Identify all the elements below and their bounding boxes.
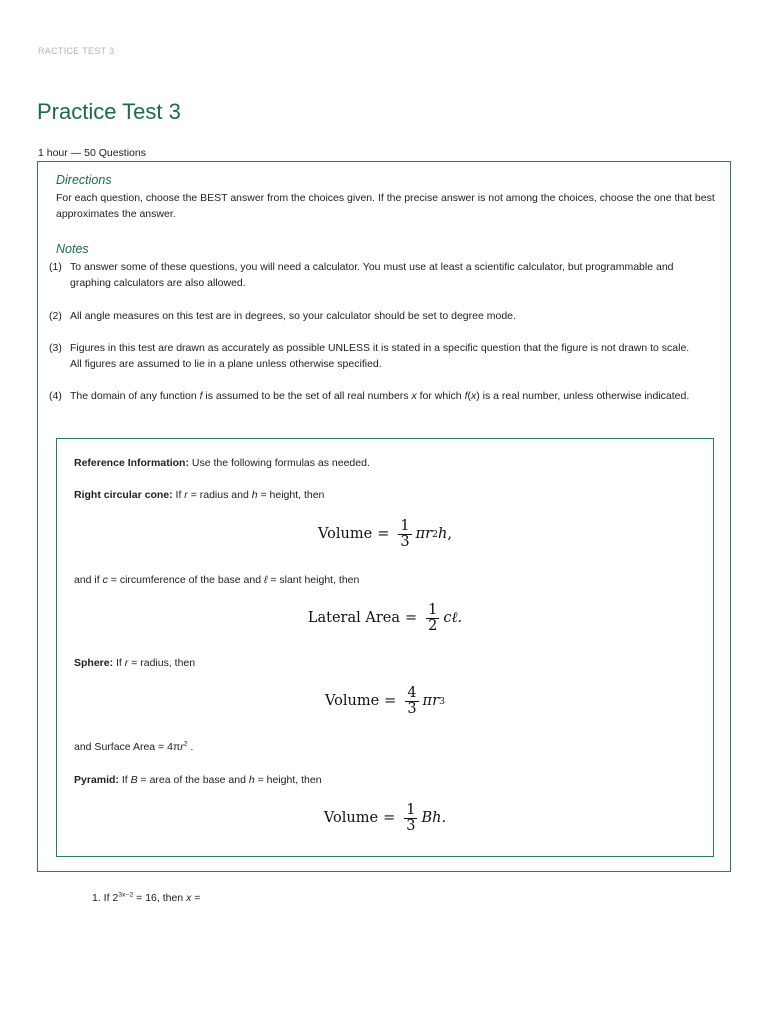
note-text: Figures in this test are drawn as accurately as possible UNLESS it is stated in a specific question that the figure is not drawn to scale. All figures are assumed to lie in a plane unless otherwise specified.: [70, 342, 690, 370]
note-text: All angle measures on this test are in degrees, so your calculator should be set to degree mode.: [70, 310, 516, 322]
note-number: (2): [49, 310, 62, 322]
notes-heading: Notes: [56, 242, 89, 256]
reference-information-box: [56, 438, 714, 857]
sphere-heading: Sphere: If r = radius, then: [74, 657, 196, 669]
cone-heading: Right circular cone: If r = radius and h = height, then: [74, 489, 325, 501]
reference-intro: Reference Information: Use the following formulas as needed.: [74, 457, 370, 469]
cone-lateral-area-formula: Lateral Area = $\frac{1}{2}$ cℓ.: [307, 602, 463, 635]
note-number: (1): [49, 261, 62, 273]
page-title: Practice Test 3: [37, 99, 181, 124]
question-1: 1. If $2^{3x-2} = 16$, then x =: [92, 891, 201, 904]
cone-volume-formula: Volume = $\frac{1}{3}$ π r 2 h ,: [318, 518, 452, 551]
lateral-area-intro: and if c = circumference of the base and ℓ = slant height, then: [74, 574, 360, 586]
note-text: To answer some of these questions, you will need a calculator. You must use at least a scientific calculator, but programmable and graphing calculators are also allowed.: [70, 261, 674, 289]
note-number: (3): [49, 342, 62, 354]
note-item: [49, 259, 694, 291]
note-item: [49, 388, 694, 404]
sphere-surface-area: and Surface Area = $4\pi r^2$ .: [74, 740, 194, 753]
test-duration-subtitle: 1 hour — 50 Questions: [38, 147, 146, 159]
instructions-box: [37, 161, 731, 872]
sphere-volume-formula: Volume = $\frac{4}{3}$ π r 3: [324, 685, 446, 718]
note-item: [49, 308, 694, 324]
pyramid-heading: Pyramid: If B = area of the base and h = height, then: [74, 774, 322, 786]
directions-text: For each question, choose the BEST answer from the choices given. If the precise answer is not among the choices, choose the one that best approximates the answer.: [56, 192, 715, 220]
pyramid-volume-formula: Volume = $\frac{1}{3}$ Bh.: [323, 802, 447, 835]
note-item: [49, 340, 694, 372]
running-header: RACTICE TEST 3: [38, 46, 115, 56]
note-number: (4): [49, 390, 62, 402]
directions-heading: Directions: [56, 173, 112, 187]
note-text: The domain of any function f is assumed to be the set of all real numbers x for which f(x) is a real number, unless otherwise indicated.: [70, 390, 690, 402]
